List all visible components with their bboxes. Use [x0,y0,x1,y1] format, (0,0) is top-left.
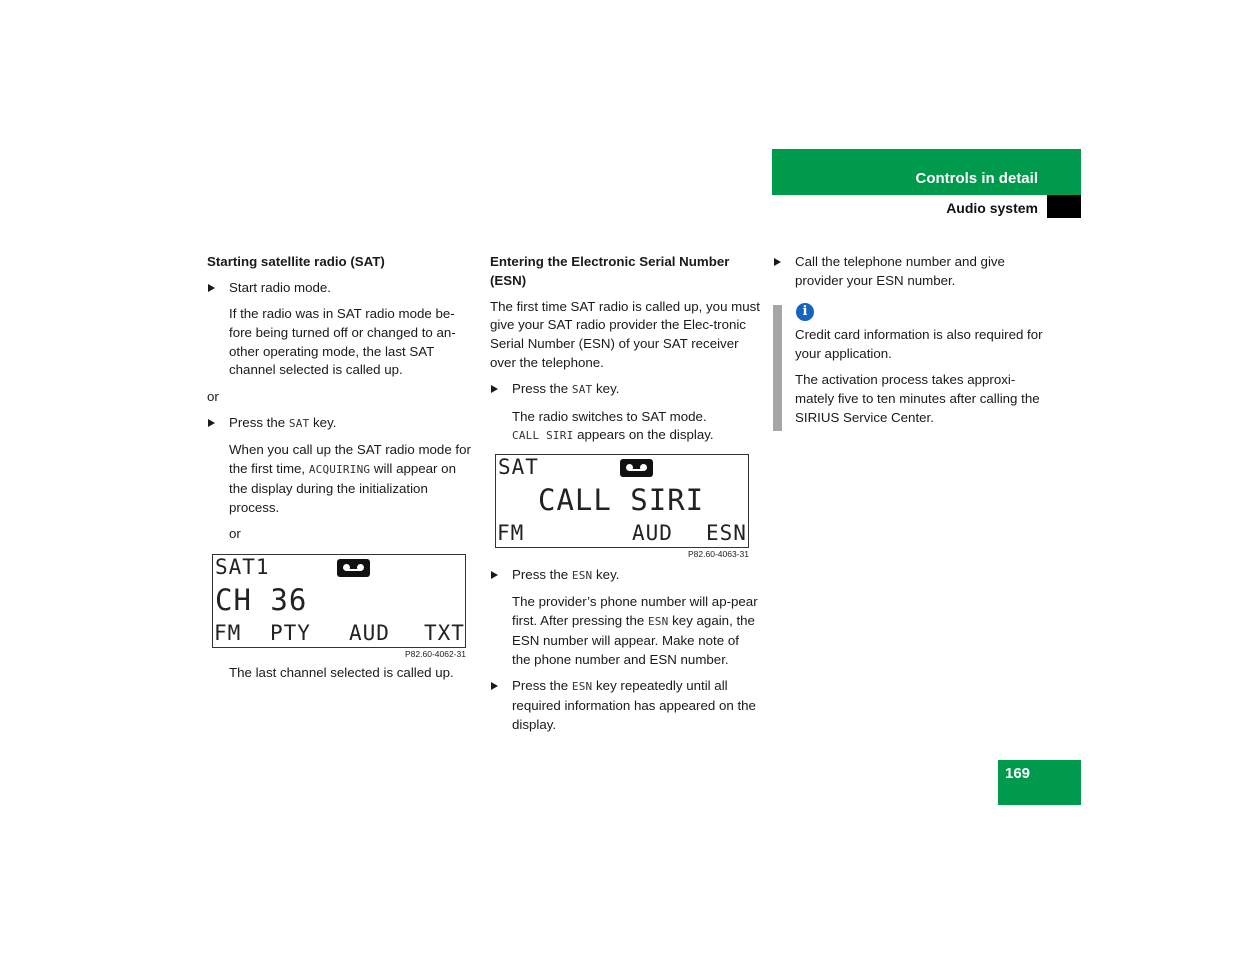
key-esn: ESN [571,569,593,582]
figure-reference: P82.60-4062-31 [405,649,466,659]
info-box-bar [773,305,782,431]
step-start-radio: Start radio mode. [207,279,477,298]
cassette-icon [337,559,370,577]
step-detail: The radio switches to SAT mode. [512,408,707,424]
step-call-provider: Call the telephone number and give provider your ESN number. [773,253,1043,291]
section-title: Controls in detail [915,170,1038,187]
key-esn: ESN [571,679,593,693]
display-softkey: AUD [632,521,673,545]
column-esn-cont [490,566,760,742]
step-detail: The provider’s phone number will ap-pear first. After pressing the ESN key again, the ESN number will appear. Make note of the phone number and ESN number. [512,594,758,667]
display-line2: CH 36 [215,583,308,617]
column-sat-start [207,253,477,551]
subsection-marker [1047,195,1081,218]
display-softkey: TXT [424,621,465,645]
step-press-esn-repeat: Press the ESN key repeatedly until all required information has appeared on the display. [490,677,760,734]
page-number-box [998,760,1081,805]
key-sat: SAT [288,417,310,431]
display-softkey: FM [214,621,242,645]
or-separator: or [207,388,219,404]
subsection-title: Audio system [946,200,1038,216]
display-line1: SAT [498,455,539,479]
info-box [795,326,1045,435]
info-text: Credit card information is also required for your application. [795,327,1043,361]
step-detail: CALL SIRI appears on the display. [512,427,714,443]
display-softkey: PTY [270,621,311,645]
page-number: 169 [1005,765,1031,782]
display-softkey: AUD [349,621,390,645]
intro-text: The first time SAT radio is called up, you must give your SAT radio provider the Elec-tronic Serial Number (ESN) of your SAT receiver over the telephone. [490,298,760,370]
display-code: ACQUIRING [308,463,371,477]
display-softkey: ESN [706,521,747,545]
heading-starting-sat: Starting satellite radio (SAT) [207,254,385,269]
column-call-provider [773,253,1043,298]
display-line1: SAT1 [215,555,270,579]
display-line2: CALL SIRI [538,483,705,517]
radio-display-call-siri [495,454,749,548]
step-detail: When you call up the SAT radio mode for the first time, ACQUIRING will appear on the display during the initialization process. [229,442,471,515]
info-icon: i [796,303,814,321]
step-press-sat: Press the SAT key. [207,414,477,434]
step-detail: If the radio was in SAT radio mode be-fore being turned off or changed to an-other operating mode, the last SAT channel selected is called up. [229,306,456,378]
or-separator: or [229,526,241,542]
display-caption: The last channel selected is called up. [229,665,454,680]
column-esn [490,253,760,454]
heading-entering-esn: Entering the Electronic Serial Number (ESN) [490,254,730,288]
display-code: CALL SIRI [512,429,574,443]
cassette-icon [620,459,653,477]
radio-display-sat1 [212,554,466,648]
step-press-esn: Press the ESN key. [490,566,760,586]
key-sat: SAT [571,383,593,397]
key-esn: ESN [647,615,669,629]
info-text: The activation process takes approxi-mately five to ten minutes after calling the SIRIUS Service Center. [795,372,1040,425]
display-softkey: FM [497,521,525,545]
figure-reference: P82.60-4063-31 [688,549,749,559]
step-press-sat: Press the SAT key. [490,380,760,400]
